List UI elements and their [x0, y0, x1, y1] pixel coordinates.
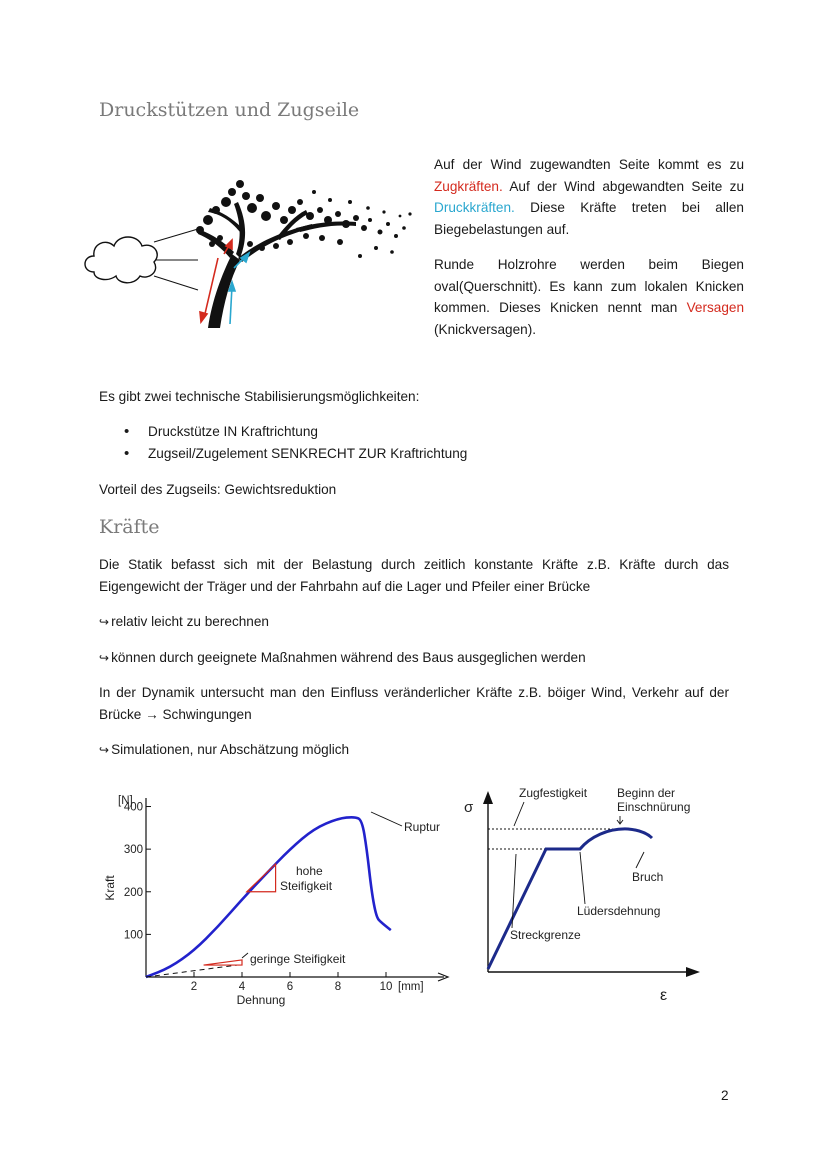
para2-line3: kommen. Dieses Knicken nennt man Versagen [434, 300, 745, 315]
x-axis-arrowhead [686, 967, 700, 977]
stabilization-intro: Es gibt zwei technische Stabilisierungsmöglichkeiten: [99, 389, 420, 404]
series-line-stress [488, 829, 652, 969]
para2-line4: (Knickversagen). [434, 321, 536, 337]
zugkraefte-highlight: Zugkräften. [434, 178, 503, 194]
list-item: • Zugseil/Zugelement SENKRECHT ZUR Kraftrichtung [124, 443, 467, 465]
high-stiffness-triangle [247, 864, 276, 892]
statik-line2: Eigengewicht der Träger und der Fahrbahn auf die Lager und Pfeiler einer Brücke [99, 578, 591, 594]
arrow-note-1: ↪ relativ leicht zu berechnen [99, 614, 269, 629]
wind-lines [154, 229, 198, 290]
hook-arrow-icon: ↪ [99, 743, 110, 757]
advantage-text: Vorteil des Zugseils: Gewichtsreduktion [99, 482, 337, 497]
x-tick-label: 10 [379, 981, 393, 993]
arrow-note-3: ↪ Simulationen, nur Abschätzung möglich [99, 742, 350, 757]
x-tick-label: 8 [334, 981, 342, 993]
label-luedersdehnung: Lüdersdehnung [577, 904, 661, 918]
y-axis-arrowhead [483, 791, 493, 804]
y-tick-label: 100 [123, 929, 143, 942]
dynamik-paragraph [99, 682, 729, 725]
low-stiffness-triangle [204, 960, 242, 965]
annotation-steifigkeit: Steifigkeit [280, 879, 333, 893]
hook-arrow-icon: ↪ [99, 651, 110, 665]
hook-arrow-icon: ↪ [99, 615, 110, 629]
label-bruch: Bruch [632, 870, 664, 884]
page-number: 2 [721, 1088, 729, 1103]
label-einschnuerung: Einschnürung [617, 800, 691, 814]
geringe-leader [242, 953, 248, 958]
x-tick-label: 2 [190, 981, 198, 993]
annotation-geringe-steifigkeit: geringe Steifigkeit [250, 952, 346, 966]
section-title-kraefte: Kräfte [99, 516, 160, 538]
tree-wind-illustration [80, 172, 420, 336]
druckkraefte-highlight: Druckkräften. [434, 200, 515, 215]
force-elongation-chart [98, 790, 458, 1015]
y-unit-label: [N] [118, 795, 133, 807]
label-zugfestigkeit: Zugfestigkeit [519, 786, 588, 800]
versagen-highlight: Versagen [686, 300, 745, 315]
cloud-icon [85, 237, 157, 283]
para1-line3: Druckkräften. Diese Kräfte treten bei allen [434, 200, 744, 215]
arrow-note-2: ↪ können durch geeignete Maßnahmen während des Baus ausgeglichen werden [99, 650, 586, 665]
para2-line2: oval(Querschnitt). Es kann zum lokalen Knicken [434, 278, 744, 294]
paragraph-knicken [434, 254, 744, 340]
para1-line4: Biegebelastungen auf. [434, 221, 570, 237]
para1-line2: Zugkräften. Auf der Wind abgewandten Seite zu [434, 178, 745, 194]
x-axis-label: ε [660, 987, 668, 1004]
x-tick-label: 4 [238, 981, 246, 993]
x-unit-label: [mm] [398, 981, 424, 993]
ruptur-leader [371, 812, 402, 826]
paragraph-forces [434, 154, 744, 240]
x-tick-label: 6 [286, 981, 294, 993]
y-tick-label: 300 [123, 844, 143, 857]
statik-line1: Die Statik befasst sich mit der Belastung durch zeitlich konstante Kräfte z.B. Kräfte durch das [99, 557, 729, 572]
y-axis-label: Kraft [103, 875, 117, 901]
stabilization-list [124, 421, 467, 465]
label-beginn-der: Beginn der [617, 786, 676, 800]
annotation-ruptur: Ruptur [404, 820, 441, 834]
y-tick-label: 400 [123, 801, 143, 814]
list-item: • Druckstütze IN Kraftrichtung [124, 421, 467, 443]
annotation-hohe: hohe [296, 864, 323, 878]
statik-paragraph [99, 554, 729, 597]
para2-line1: Runde Holzrohre werden beim Biegen [434, 257, 744, 272]
section-title-druckstuetzen: Druckstützen und Zugseile [99, 99, 360, 121]
y-axis-label: σ [464, 799, 474, 816]
para1-line1: Auf der Wind zugewandten Seite kommt es zu [434, 157, 744, 172]
dynamik-line2: Brücke → Schwingungen [99, 706, 252, 722]
stress-strain-chart [460, 782, 710, 1007]
label-streckgrenze: Streckgrenze [510, 928, 581, 942]
x-axis-label: Dehnung [236, 993, 286, 1007]
tree-trunk [198, 202, 356, 328]
y-tick-label: 200 [123, 886, 143, 899]
dynamik-line1: In der Dynamik untersucht man den Einfluss veränderlicher Kräfte z.B. böiger Wind, Verkehr auf der [99, 685, 729, 700]
right-arrow-icon: → [145, 706, 159, 722]
